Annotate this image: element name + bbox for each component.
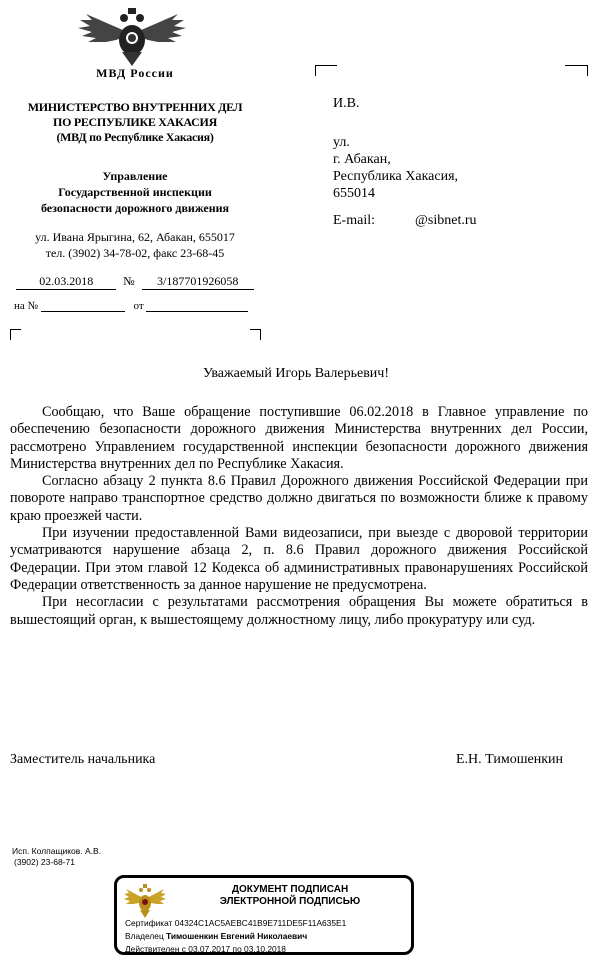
recipient-street: ул. [333, 135, 350, 150]
executor-info [12, 846, 101, 868]
owner-value: Тимошенкин Евгений Николаевич [166, 931, 308, 941]
dept-line: Государственной инспекции [58, 185, 212, 199]
owner-label: Владелец [125, 931, 164, 941]
body-paragraph: При изучении предоставленной Вами видеозаписи, при выезде с дворовой территории усматриваются нарушение абзаца 2, п. 8.6 Правил дорожного движения Российской Федерации. При этом главой 12 Кодекса об административных правонарушениях Российской Федерации ответственность за данное нарушение не предусмотрена. [10, 525, 588, 593]
double-headed-eagle-emblem [76, 4, 188, 68]
salutation: Уважаемый Игорь Валерьевич! [203, 366, 389, 381]
recipient-email-row [333, 212, 477, 229]
corner-mark [315, 65, 337, 76]
recipient-region: Республика Хакасия, [333, 169, 459, 184]
email-value: @sibnet.ru [415, 213, 477, 228]
reg-date: 02.03.2018 [16, 274, 116, 290]
na-blank [41, 300, 125, 312]
department-name [0, 168, 270, 216]
stamp-validity: Действителен с 03.07.2017 по 03.10.2018 [125, 944, 286, 954]
electronic-signature-stamp [114, 875, 414, 955]
recipient-name: И.В. [333, 96, 360, 111]
phone-line: тел. (3902) 34-78-02, факс 23-68-45 [45, 246, 225, 260]
org-line: МИНИСТЕРСТВО ВНУТРЕННИХ ДЕЛ [27, 100, 243, 114]
letter-body [10, 404, 588, 629]
executor-name: Исп. Колпащиков. А.В. [12, 846, 102, 856]
registration-line [0, 274, 270, 290]
signer-name: Е.Н. Тимошенкин [456, 752, 563, 767]
address-line: ул. Ивана Ярыгина, 62, Абакан, 655017 [35, 230, 235, 244]
na-label: на № [14, 300, 39, 312]
stamp-title [175, 884, 405, 908]
signer-position: Заместитель начальника [10, 752, 156, 767]
stamp-title-line: ДОКУМЕНТ ПОДПИСАН [231, 884, 349, 895]
stamp-title-line: ЭЛЕКТРОННОЙ ПОДПИСЬЮ [219, 896, 361, 907]
eagle-emblem-gold [123, 883, 167, 919]
cert-label: Сертификат [125, 918, 173, 928]
org-line: (МВД по Республике Хакасия) [56, 130, 214, 144]
email-label: E-mail: [333, 213, 375, 228]
ot-blank [146, 300, 248, 312]
dept-line: Управление [102, 169, 168, 183]
sender-address [0, 229, 270, 261]
ot-label: от [133, 300, 144, 312]
recipient-city: г. Абакан, [333, 152, 391, 167]
cert-value: 04324C1AC5AEBC41B9E711DE5F11A635E1 [174, 918, 347, 928]
org-line: ПО РЕСПУБЛИКЕ ХАКАСИЯ [53, 115, 217, 129]
stamp-owner [125, 931, 307, 941]
body-paragraph: Сообщаю, что Ваше обращение поступившие 06.02.2018 в Главное управление по обеспечению безопасности дорожного движения Министерства внутренних дел России, рассмотрено Управлением государственной инспекции безопасности дорожного движения Министерства внутренних дел по Республике Хакасия. [10, 404, 588, 472]
stamp-certificate [125, 918, 346, 928]
recipient-zip: 655014 [333, 186, 375, 201]
reg-no-label: № [123, 274, 135, 288]
reference-line [14, 300, 248, 312]
reg-number: 3/187701926058 [142, 274, 254, 290]
dept-line: безопасности дорожного движения [40, 201, 230, 215]
mvd-title: МВД России [96, 66, 174, 80]
executor-phone: (3902) 23-68-71 [14, 857, 75, 867]
body-paragraph: При несогласии с результатами рассмотрения обращения Вы можете обратиться в вышестоящий орган, к вышестоящему должностному лицу, либо прокуратуру или суд. [10, 594, 588, 628]
corner-mark [250, 329, 261, 340]
corner-mark [10, 329, 21, 340]
corner-mark [565, 65, 588, 76]
body-paragraph: Согласно абзацу 2 пункта 8.6 Правил Дорожного движения Российской Федерации при повороте направо транспортное средство должно двигаться по возможности ближе к правому краю проезжей части. [10, 473, 588, 524]
org-name [0, 100, 270, 145]
recipient-block [333, 95, 477, 229]
